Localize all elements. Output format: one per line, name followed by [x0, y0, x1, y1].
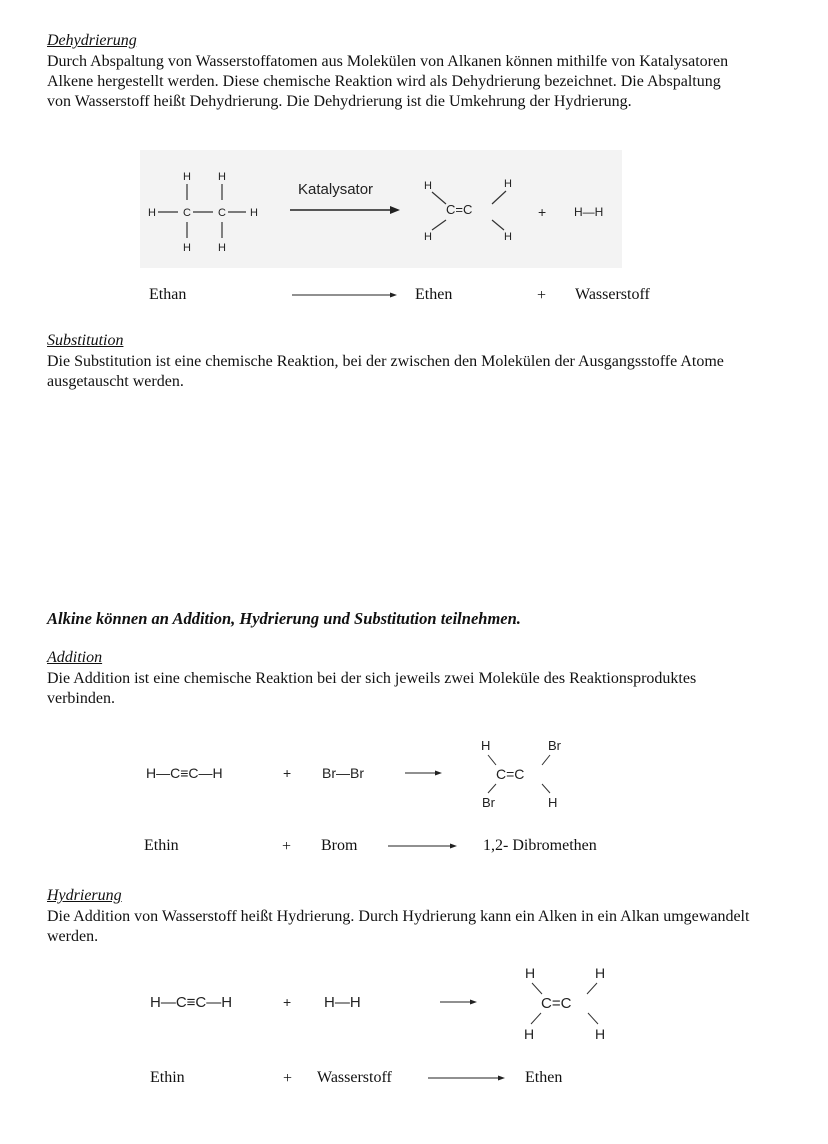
bond-line	[432, 192, 446, 204]
bond-line	[588, 1013, 598, 1024]
bond-line	[492, 220, 504, 230]
label-arrowhead	[498, 1076, 505, 1081]
ethyne-formula: H—C≡C—H	[146, 765, 223, 781]
atom-h: H	[548, 795, 558, 810]
reaction-arrowhead	[435, 771, 442, 776]
atom-br: Br	[548, 738, 561, 753]
alkine-heading: Alkine können an Addition, Hydrierung und Substitution teilnehmen.	[47, 609, 521, 628]
atom-br: Br	[482, 795, 495, 810]
label-wasserstoff: Wasserstoff	[317, 1069, 392, 1086]
atom-h: H	[525, 965, 536, 981]
cc-double-bond: C=C	[446, 202, 473, 217]
atom-h: H	[595, 1026, 606, 1042]
section-heading-addition: Addition	[47, 649, 103, 666]
atom-h: H	[524, 1026, 535, 1042]
atom-h: H	[148, 207, 156, 219]
dehydrierung-reaction-scheme	[140, 150, 622, 268]
label-ethan: Ethan	[149, 286, 187, 303]
reaction-arrowhead	[470, 1000, 477, 1005]
bond-line	[531, 1013, 541, 1024]
bond-line	[542, 755, 550, 765]
label-arrowhead	[390, 293, 397, 298]
atom-h: H	[424, 231, 432, 243]
plus-sign: +	[283, 994, 292, 1010]
cc-double-bond: C=C	[541, 995, 572, 1012]
label-arrow	[428, 1073, 508, 1083]
plus-sign: +	[538, 204, 547, 220]
label-plus: +	[283, 1070, 293, 1087]
label-ethen: Ethen	[525, 1069, 563, 1086]
label-ethin: Ethin	[150, 1069, 185, 1086]
atom-h: H	[595, 965, 606, 981]
paragraph-hydrierung: Die Addition von Wasserstoff heißt Hydrierung. Durch Hydrierung kann ein Alken in ein Alkan umgewandelt werden.	[47, 908, 750, 945]
bond-line	[587, 983, 597, 994]
label-brom: Brom	[321, 837, 358, 854]
catalyst-label: Katalysator	[298, 181, 374, 198]
atom-h: H	[504, 178, 512, 190]
label-dibromethen: 1,2- Dibromethen	[483, 837, 597, 854]
bond-line	[488, 784, 496, 793]
atom-c: C	[183, 207, 191, 219]
paragraph-substitution: Die Substitution ist eine chemische Reaktion, bei der zwischen den Molekülen der Ausgangsstoffe Atome ausgetauscht werden.	[47, 353, 724, 390]
paragraph-dehydrierung: Durch Abspaltung von Wasserstoffatomen aus Molekülen von Alkanen können mithilfe von Katalysatoren Alkene hergestellt werden. Diese chemische Reaktion wird als Dehydrierung bezeichnet. Die Abspaltung von Wasserstoff heißt Dehydrierung. Die Dehydrierung ist die Umkehrung der Hydrierung.	[47, 53, 729, 110]
atom-h: H	[424, 180, 432, 192]
atom-h: H	[481, 738, 491, 753]
label-plus: +	[282, 838, 292, 855]
addition-reaction-scheme	[140, 735, 600, 815]
section-heading-hydrierung: Hydrierung	[47, 887, 122, 904]
bond-line	[542, 784, 550, 793]
section-heading-substitution: Substitution	[47, 332, 124, 349]
label-arrowhead	[450, 844, 457, 849]
label-wasserstoff: Wasserstoff	[575, 286, 650, 303]
atom-h: H	[504, 231, 512, 243]
label-arrow	[388, 841, 458, 851]
atom-c: C	[218, 207, 226, 219]
plus-sign: +	[283, 765, 292, 781]
bond-line	[488, 755, 496, 765]
label-arrow	[292, 290, 398, 300]
paragraph-addition: Die Addition ist eine chemische Reaktion bei der sich jeweils zwei Moleküle des Reaktionsproduktes verbinden.	[47, 670, 697, 707]
section-heading-dehydrierung: Dehydrierung	[47, 32, 137, 49]
bond-line	[492, 191, 506, 204]
ethyne-formula: H—C≡C—H	[150, 994, 233, 1011]
hydrogen-molecule: H—H	[574, 205, 604, 219]
label-plus: +	[537, 287, 547, 304]
hydrierung-reaction-scheme	[140, 960, 620, 1050]
bond-line	[432, 220, 446, 230]
dehydrierung-scheme-panel	[140, 150, 622, 268]
atom-h: H	[218, 242, 226, 254]
reaction-arrowhead	[390, 206, 400, 214]
atom-h: H	[218, 171, 226, 183]
label-ethin: Ethin	[144, 837, 179, 854]
bromine-formula: Br—Br	[322, 765, 364, 781]
cc-double-bond: C=C	[496, 766, 525, 782]
atom-h: H	[250, 207, 258, 219]
bond-line	[532, 983, 542, 994]
hydrogen-formula: H—H	[324, 994, 361, 1011]
atom-h: H	[183, 171, 191, 183]
atom-h: H	[183, 242, 191, 254]
label-ethen: Ethen	[415, 286, 453, 303]
